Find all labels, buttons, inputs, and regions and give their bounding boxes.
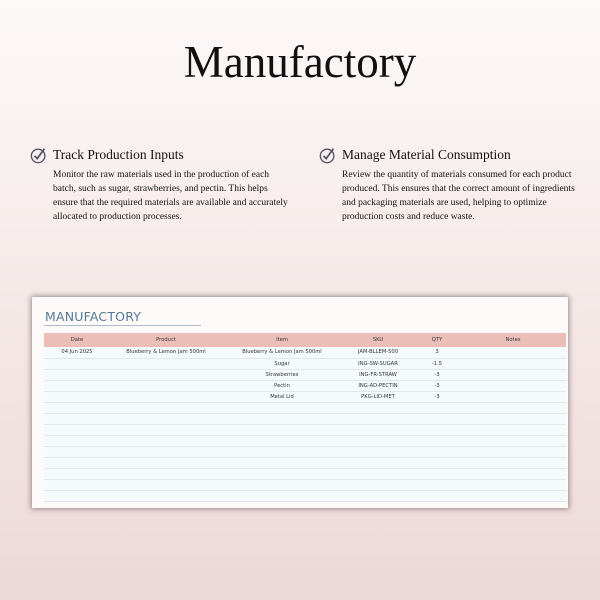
table-cell[interactable] — [414, 435, 460, 446]
empty-row — [44, 468, 566, 479]
table-cell[interactable] — [342, 435, 414, 446]
table-row — [44, 369, 566, 380]
table-cell[interactable] — [110, 391, 222, 402]
table-row — [44, 347, 566, 358]
table-cell[interactable] — [460, 369, 566, 380]
table-cell[interactable]: Blueberry & Lemon Jam 500ml — [222, 347, 342, 358]
table-cell[interactable] — [110, 424, 222, 435]
table-cell[interactable]: ING-AD-PECTIN — [342, 380, 414, 391]
table-cell[interactable] — [460, 391, 566, 402]
table-cell[interactable] — [110, 468, 222, 479]
table-cell[interactable] — [414, 468, 460, 479]
table-cell[interactable] — [222, 446, 342, 457]
table-cell[interactable] — [342, 446, 414, 457]
table-cell[interactable]: 04 Jun 2025 — [44, 347, 110, 358]
table-cell[interactable] — [460, 402, 566, 413]
table-cell[interactable] — [460, 457, 566, 468]
table-cell[interactable] — [222, 413, 342, 424]
table-cell[interactable] — [460, 424, 566, 435]
table-cell[interactable] — [414, 479, 460, 490]
table-row — [44, 358, 566, 369]
table-cell[interactable] — [44, 490, 110, 501]
table-cell[interactable] — [44, 446, 110, 457]
table-cell[interactable] — [44, 413, 110, 424]
empty-row — [44, 479, 566, 490]
table-cell[interactable] — [44, 479, 110, 490]
column-header-product[interactable]: Product — [110, 333, 222, 347]
feature-body: Monitor the raw materials used in the production of each batch, such as sugar, strawberries, and pectin. This helps ensure that the required materials are available and accurately allocated to production processes. — [53, 170, 288, 222]
table-cell[interactable]: -3 — [414, 391, 460, 402]
table-cell[interactable] — [342, 413, 414, 424]
table-cell[interactable] — [460, 468, 566, 479]
title-underline — [44, 325, 201, 326]
table-row — [44, 380, 566, 391]
column-header-qty[interactable]: QTY — [414, 333, 460, 347]
table-cell[interactable]: 3 — [414, 347, 460, 358]
table-cell[interactable] — [342, 468, 414, 479]
table-cell[interactable]: -3 — [414, 369, 460, 380]
empty-row — [44, 435, 566, 446]
table-cell[interactable] — [110, 402, 222, 413]
table-cell[interactable] — [110, 435, 222, 446]
table-cell[interactable] — [460, 358, 566, 369]
table-cell[interactable] — [414, 413, 460, 424]
feature-track-inputs — [30, 146, 290, 224]
empty-row — [44, 490, 566, 501]
table-cell[interactable]: Pectin — [222, 380, 342, 391]
table-cell[interactable]: -3 — [414, 380, 460, 391]
table-cell[interactable] — [460, 347, 566, 358]
table-cell[interactable] — [342, 490, 414, 501]
sheet-title: MANUFACTORY — [45, 309, 142, 324]
table-cell[interactable] — [222, 424, 342, 435]
table-cell[interactable]: JAM-BLLEM-500 — [342, 347, 414, 358]
table-cell[interactable] — [44, 468, 110, 479]
table-cell[interactable] — [414, 490, 460, 501]
table-cell[interactable] — [460, 479, 566, 490]
column-header-item[interactable]: Item — [222, 333, 342, 347]
table-cell[interactable]: Sugar — [222, 358, 342, 369]
table-cell[interactable]: -1.5 — [414, 358, 460, 369]
table-cell[interactable] — [460, 446, 566, 457]
table-cell[interactable] — [342, 402, 414, 413]
column-header-notes[interactable]: Notes — [460, 333, 566, 347]
table-cell[interactable]: Metal Lid — [222, 391, 342, 402]
table-cell[interactable] — [110, 358, 222, 369]
table-cell[interactable] — [110, 446, 222, 457]
table-cell[interactable] — [44, 391, 110, 402]
table-cell[interactable] — [414, 446, 460, 457]
table-cell[interactable]: Blueberry & Lemon Jam 500ml — [110, 347, 222, 358]
table-cell[interactable]: PKG-LID-MET — [342, 391, 414, 402]
table-cell[interactable] — [110, 380, 222, 391]
table-cell[interactable] — [342, 424, 414, 435]
table-cell[interactable] — [414, 424, 460, 435]
table-cell[interactable] — [110, 479, 222, 490]
empty-row — [44, 446, 566, 457]
table-row — [44, 391, 566, 402]
feature-body: Review the quantity of materials consumed for each product produced. This ensures that the correct amount of ingredients and packaging materials are used, helping to optimize production costs and reduce waste. — [342, 170, 575, 222]
table-cell[interactable] — [414, 457, 460, 468]
table-cell[interactable] — [222, 435, 342, 446]
column-header-sku[interactable]: SKU — [342, 333, 414, 347]
table-cell[interactable]: ING-FR-STRAW — [342, 369, 414, 380]
table-cell[interactable] — [44, 424, 110, 435]
table-cell[interactable] — [110, 369, 222, 380]
empty-row — [44, 457, 566, 468]
table-cell[interactable] — [222, 479, 342, 490]
spreadsheet-panel — [32, 297, 568, 508]
check-circle-icon — [319, 146, 337, 164]
table-cell[interactable] — [44, 435, 110, 446]
feature-manage-consumption — [319, 146, 579, 224]
table-cell[interactable] — [460, 490, 566, 501]
feature-heading: Manage Material Consumption — [342, 147, 511, 162]
table-cell[interactable] — [222, 402, 342, 413]
page-title: Manufactory — [183, 37, 417, 87]
table-cell[interactable]: Strawberries — [222, 369, 342, 380]
table-cell[interactable]: ING-SW-SUGAR — [342, 358, 414, 369]
table-cell[interactable] — [460, 435, 566, 446]
table-cell[interactable] — [460, 413, 566, 424]
table-cell[interactable] — [222, 468, 342, 479]
check-circle-icon — [30, 146, 48, 164]
table-cell[interactable] — [460, 380, 566, 391]
table-cell[interactable] — [110, 413, 222, 424]
manufactory-table — [44, 333, 566, 502]
table-cell[interactable] — [44, 402, 110, 413]
table-cell[interactable] — [222, 490, 342, 501]
table-cell[interactable] — [44, 380, 110, 391]
empty-row — [44, 413, 566, 424]
empty-row — [44, 424, 566, 435]
table-cell[interactable] — [44, 358, 110, 369]
table-cell[interactable] — [110, 457, 222, 468]
table-cell[interactable] — [342, 479, 414, 490]
empty-row — [44, 402, 566, 413]
table-cell[interactable] — [414, 402, 460, 413]
table-cell[interactable] — [110, 490, 222, 501]
table-cell[interactable] — [222, 457, 342, 468]
feature-heading: Track Production Inputs — [53, 147, 184, 162]
column-header-date[interactable]: Date — [44, 333, 110, 347]
table-cell[interactable] — [44, 457, 110, 468]
table-cell[interactable] — [342, 457, 414, 468]
table-cell[interactable] — [44, 369, 110, 380]
